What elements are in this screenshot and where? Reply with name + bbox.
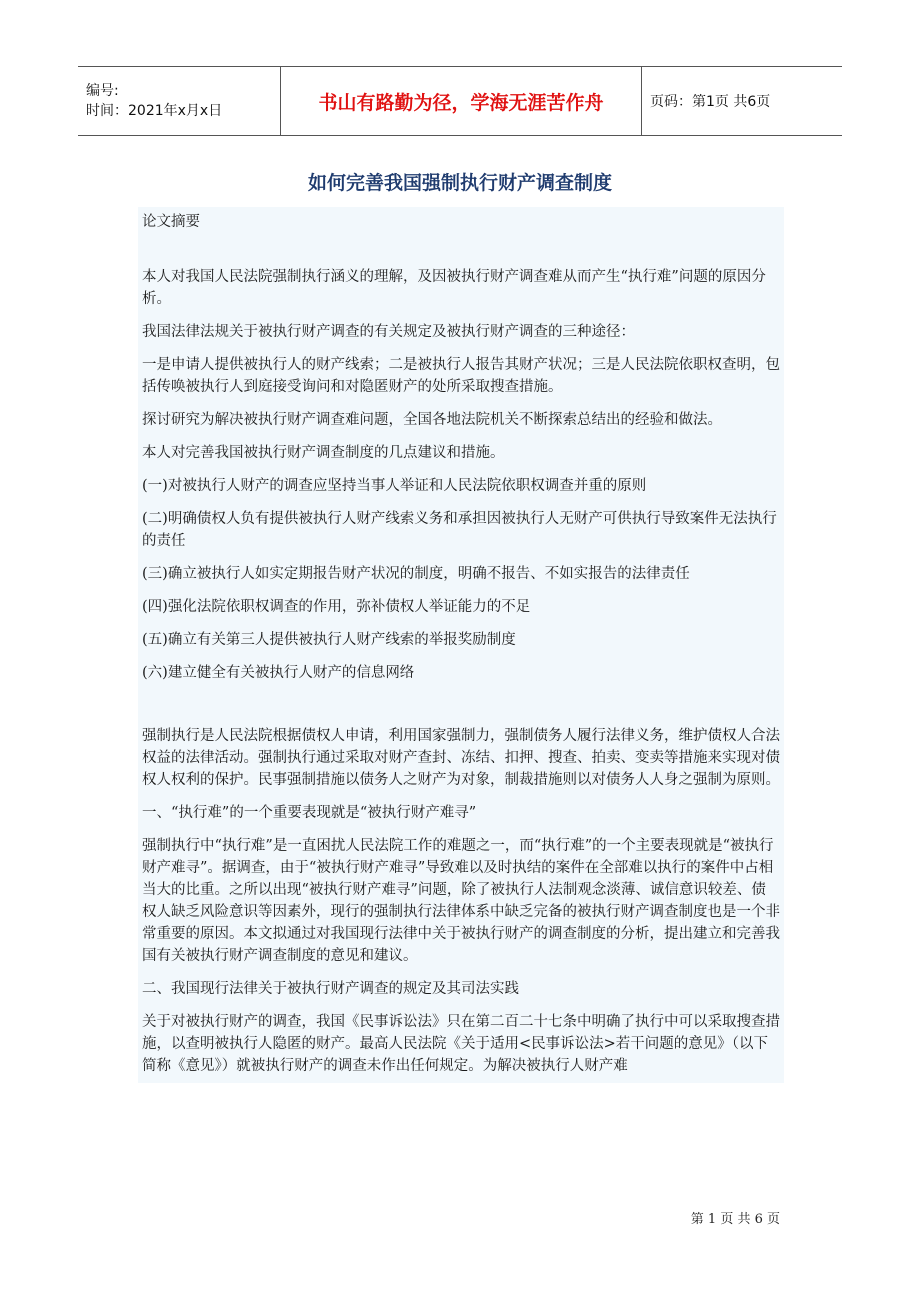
page-footer: 第 1 页 共 6 页 [690, 1212, 780, 1227]
list-item: (二)明确债权人负有提供被执行人财产线索义务和承担因被执行人无财产可供执行导致案件无法执行的责任 [142, 511, 777, 549]
paragraph: 关于对被执行财产的调查，我国《民事诉讼法》只在第二百二十七条中明确了执行中可以采取搜查措施，以查明被执行人隐匿的财产。最高人民法院《关于适用<民事诉讼法>若干问题的意见》（以下简称《意见》）就被执行财产的调查未作出任何规定。为解决被执行人财产难 [142, 1014, 780, 1074]
list-item: (四)强化法院依职权调查的作用，弥补债权人举证能力的不足 [142, 599, 531, 615]
section-heading: 一、“执行难”的一个重要表现就是“被执行财产难寻” [142, 805, 477, 821]
document-header [78, 66, 842, 136]
list-item: (六)建立健全有关被执行人财产的信息网络 [142, 665, 415, 681]
abstract-heading: 论文摘要 [142, 214, 200, 230]
list-item: (五)确立有关第三人提供被执行人财产线索的举报奖励制度 [142, 632, 516, 648]
list-item: (一)对被执行人财产的调查应坚持当事人举证和人民法院依职权调查并重的原则 [142, 478, 647, 494]
header-page-info [642, 67, 842, 135]
document-date: 时间：2021年x月x日 [86, 103, 223, 119]
header-meta [78, 67, 281, 135]
paragraph: 强制执行中“执行难”是一直困扰人民法院工作的难题之一，而“执行难”的一个主要表现就是“被执行财产难寻”。据调查，由于“被执行财产难寻”导致难以及时执结的案件在全部难以执行的案件中占相当大的比重。之所以出现“被执行财产难寻”问题，除了被执行人法制观念淡薄、诚信意识较差、债权人缺乏风险意识等因素外，现行的强制执行法律体系中缺乏完备的被执行财产调查制度也是一个非常重要的原因。本文拟通过对我国现行法律中关于被执行财产的调查制度的分析，提出建立和完善我国有关被执行财产调查制度的意见和建议。 [142, 838, 780, 964]
document-body [138, 207, 784, 1083]
document-number-label: 编号: [86, 83, 119, 99]
paragraph: 本人对完善我国被执行财产调查制度的几点建议和措施。 [142, 445, 505, 461]
paragraph: 强制执行是人民法院根据债权人申请，利用国家强制力，强制债务人履行法律义务，维护债权人合法权益的法律活动。强制执行通过采取对财产查封、冻结、扣押、搜查、拍卖、变卖等措施来实现对债权人权利的保护。民事强制措施以债务人之财产为对象，制裁措施则以对债务人人身之强制为原则。 [142, 728, 780, 788]
page-title: 如何完善我国强制执行财产调查制度 [307, 172, 612, 194]
paragraph: 本人对我国人民法院强制执行涵义的理解，及因被执行财产调查难从而产生“执行难”问题的原因分析。 [142, 269, 766, 307]
section-heading: 二、我国现行法律关于被执行财产调查的规定及其司法实践 [142, 981, 519, 997]
page-info-text: 页码：第1页 共6页 [650, 94, 771, 110]
paragraph: 探讨研究为解决被执行财产调查难问题，全国各地法院机关不断探索总结出的经验和做法。 [142, 412, 722, 428]
list-item: (三)确立被执行人如实定期报告财产状况的制度，明确不报告、不如实报告的法律责任 [142, 566, 690, 582]
motto-text: 书山有路勤为径，学海无涯苦作舟 [318, 91, 604, 114]
paragraph: 一是申请人提供被执行人的财产线索；二是被执行人报告其财产状况；三是人民法院依职权查明，包括传唤被执行人到庭接受询问和对隐匿财产的处所采取搜查措施。 [142, 357, 780, 395]
paragraph: 我国法律法规关于被执行财产调查的有关规定及被执行财产调查的三种途径： [142, 324, 635, 340]
header-motto [281, 67, 642, 135]
